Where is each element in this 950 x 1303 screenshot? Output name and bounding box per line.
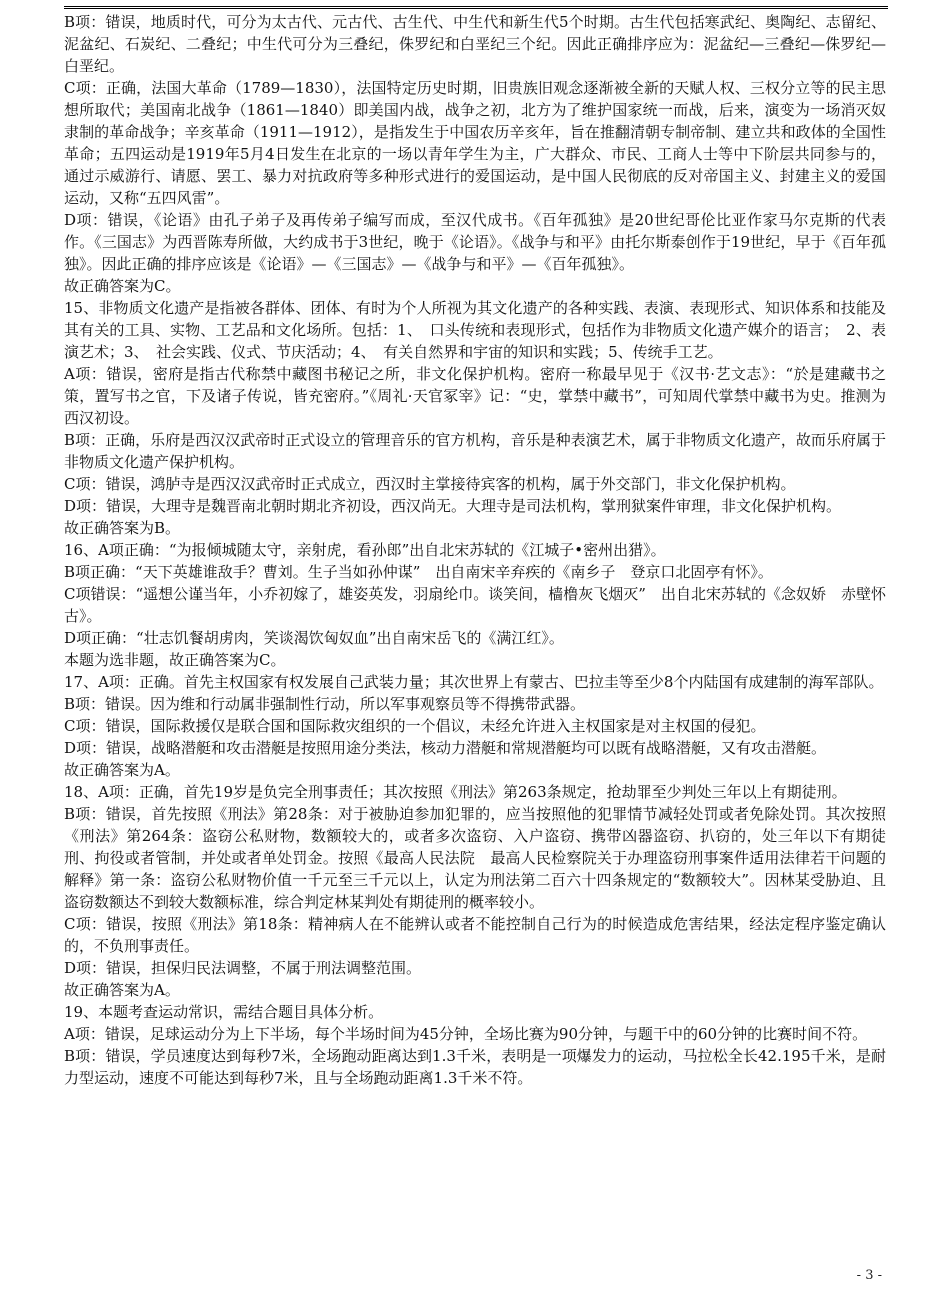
paragraph: D项正确：“壮志饥餐胡虏肉，笑谈渴饮匈奴血”出自南宋岳飞的《满江红》。 [64,629,564,647]
question-paragraph: 17、A项：正确。首先主权国家有权发展自己武装力量；其次世界上有蒙古、巴拉圭等至少8个内陆国有成建制的海军部队。 [64,673,884,691]
paragraph: B项：错误，地质时代，可分为太古代、元古代、古生代、中生代和新生代5个时期。古生代包括寒武纪、奥陶纪、志留纪、泥盆纪、石炭纪、二叠纪；中生代可分为三叠纪，侏罗纪和白垩纪三个纪。因此正确排序应为：泥盆纪—三叠纪—侏罗纪—白垩纪。 [64,13,886,75]
paragraph: C项：错误，按照《刑法》第18条：精神病人在不能辨认或者不能控制自己行为的时候造成危害结果，经法定程序鉴定确认的，不负刑事责任。 [64,915,886,955]
paragraph: B项：正确，乐府是西汉汉武帝时正式设立的管理音乐的官方机构，音乐是种表演艺术，属于非物质文化遗产，故而乐府属于非物质文化遗产保护机构。 [64,431,886,471]
paragraph: C项：错误，国际救援仅是联合国和国际救灾组织的一个倡议，未经允许进入主权国家是对主权国的侵犯。 [64,717,766,735]
body-text [64,11,886,1089]
header-rule [64,6,888,9]
answer-line: 故正确答案为B。 [64,519,181,537]
paragraph: C项：错误，鸿胪寺是西汉汉武帝时正式成立，西汉时主掌接待宾客的机构，属于外交部门，非文化保护机构。 [64,475,796,493]
paragraph: B项：错误。因为维和行动属非强制性行动，所以军事观察员等不得携带武器。 [64,695,586,713]
paragraph: D项：错误，战略潜艇和攻击潜艇是按照用途分类法，核动力潜艇和常规潜艇均可以既有战略潜艇，又有攻击潜艇。 [64,739,827,757]
question-paragraph: 16、A项正确：“为报倾城随太守，亲射虎，看孙郎”出自北宋苏轼的《江城子•密州出猎》。 [64,541,666,559]
question-paragraph: 18、A项：正确，首先19岁是负完全刑事责任；其次按照《刑法》第263条规定，抢劫罪至少判处三年以上有期徒刑。 [64,783,847,801]
question-paragraph: 15、非物质文化遗产是指被各群体、团体、有时为个人所视为其文化遗产的各种实践、表演、表现形式、知识体系和技能及其有关的工具、实物、工艺品和文化场所。包括：1、 口头传统和表现形式，包括作为非物质文化遗产媒介的语言； 2、表演艺术；3、 社会实践、仪式、节庆活动；4、 有关自然界和宇宙的知识和实践；5、传统手工艺。 [64,299,886,361]
question-paragraph: 19、本题考查运动常识，需结合题目具体分析。 [64,1003,384,1021]
page-number: - 3 - [856,1268,882,1283]
paragraph: B项：错误，首先按照《刑法》第28条：对于被胁迫参加犯罪的，应当按照他的犯罪情节减轻处罚或者免除处罚。其次按照《刑法》第264条：盗窃公私财物，数额较大的，或者多次盗窃、入户盗窃、携带凶器盗窃、扒窃的，处三年以下有期徒刑、拘役或者管制，并处或者单处罚金。按照《最高人民法院 最高人民检察院关于办理盗窃刑事案件适用法律若干问题的解释》第一条：盗窃公私财物价值一千元至三千元以上，认定为刑法第二百六十四条规定的“数额较大”。因林某受胁迫、且盗窃数额达不到较大数额标准，综合判定林某判处有期徒刑的概率较小。 [64,805,886,911]
answer-line: 本题为选非题，故正确答案为C。 [64,651,286,669]
paragraph: D项：错误，《论语》由孔子弟子及再传弟子编写而成，至汉代成书。《百年孤独》是20世纪哥伦比亚作家马尔克斯的代表作。《三国志》为西晋陈寿所做，大约成书于3世纪，晚于《论语》。《战争与和平》由托尔斯泰创作于19世纪，早于《百年孤独》。因此正确的排序应该是《论语》—《三国志》—《战争与和平》—《百年孤独》。 [64,211,886,273]
paragraph: D项：错误，大理寺是魏晋南北朝时期北齐初设，西汉尚无。大理寺是司法机构，掌刑狱案件审理，非文化保护机构。 [64,497,842,515]
paragraph: A项：错误，足球运动分为上下半场，每个半场时间为45分钟，全场比赛为90分钟，与题干中的60分钟的比赛时间不符。 [64,1025,868,1043]
paragraph: C项错误：“遥想公谨当年，小乔初嫁了，雄姿英发，羽扇纶巾。谈笑间，樯橹灰飞烟灭” 出自北宋苏轼的《念奴娇 赤壁怀古》。 [64,585,886,625]
paragraph: D项：错误，担保归民法调整，不属于刑法调整范围。 [64,959,422,977]
answer-line: 故正确答案为A。 [64,761,180,779]
paragraph: A项：错误，密府是指古代称禁中藏图书秘记之所，非文化保护机构。密府一称最早见于《汉书·艺文志》：“於是建藏书之策，置写书之官，下及诸子传说，皆充密府。”《周礼·天官冢宰》记：“史，掌禁中藏书”，可知周代掌禁中藏书为史。推测为西汉初设。 [64,365,886,427]
answer-line: 故正确答案为A。 [64,981,180,999]
paragraph: B项：错误，学员速度达到每秒7米，全场跑动距离达到1.3千米，表明是一项爆发力的运动，马拉松全长42.195千米，是耐力型运动，速度不可能达到每秒7米，且与全场跑动距离1.3千米不符。 [64,1047,886,1087]
answer-line: 故正确答案为C。 [64,277,181,295]
paragraph: C项：正确，法国大革命（1789—1830），法国特定历史时期，旧贵族旧观念逐渐被全新的天赋人权、三权分立等的民主思想所取代；美国南北战争（1861—1840）即美国内战，战争之初，北方为了维护国家统一而战，后来，演变为一场消灭奴隶制的革命战争；辛亥革命（1911—1912），是指发生于中国农历辛亥年，旨在推翻清朝专制帝制、建立共和政体的全国性革命；五四运动是1919年5月4日发生在北京的一场以青年学生为主，广大群众、市民、工商人士等中下阶层共同参与的，通过示威游行、请愿、罢工、暴力对抗政府等多种形式进行的爱国运动，是中国人民彻底的反对帝国主义、封建主义的爱国运动，又称“五四风雷”。 [64,79,886,207]
paragraph: B项正确：“天下英雄谁敌手？曹刘。生子当如孙仲谋” 出自南宋辛弃疾的《南乡子 登京口北固亭有怀》。 [64,563,773,581]
